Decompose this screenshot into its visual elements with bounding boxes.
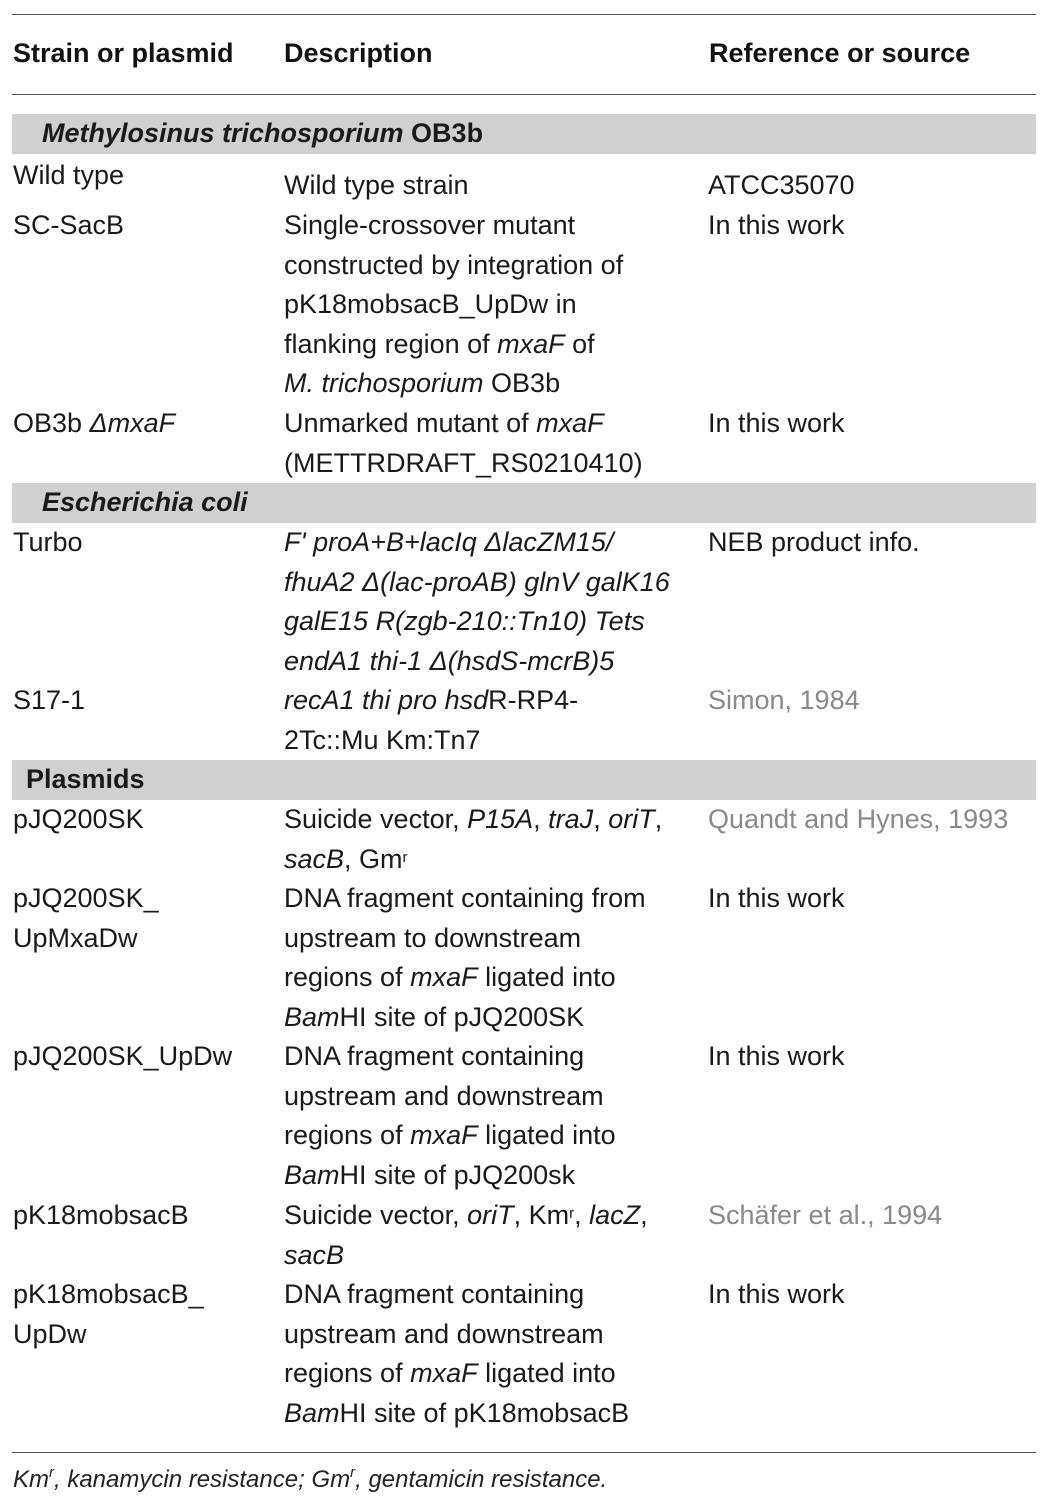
strain-description: Suicide vector, oriT, Km$^r$, lacZ, sacB <box>284 1200 648 1270</box>
strain-name: Turbo <box>13 527 83 557</box>
strain-reference: Schäfer et al., 1994 <box>708 1200 943 1230</box>
strain-name: pJQ200SK_ UpMxaDw <box>13 883 159 953</box>
strain-reference: ATCC35070 <box>708 170 855 200</box>
strain-description: Wild type strain <box>284 170 469 200</box>
strain-name: SC-SacB <box>13 210 125 240</box>
strain-reference: Simon, 1984 <box>708 685 860 715</box>
strain-name: pJQ200SK_UpDw <box>13 1041 233 1071</box>
strain-name: pJQ200SK <box>13 804 144 834</box>
strain-description: Unmarked mutant of mxaF (METTRDRAFT_RS0210410) <box>284 408 643 478</box>
strain-reference: NEB product info. <box>708 527 920 557</box>
strain-description: F' proA+B+lacIq ΔlacZM15/ fhuA2 Δ(lac-proAB) glnV galK16 galE15 R(zgb-210::Tn10) Tets endA1 thi-1 Δ(hsdS-mcrB)5 <box>284 527 670 676</box>
bottom-rule <box>12 1452 1036 1453</box>
strain-reference: In this work <box>708 1279 845 1309</box>
table-footnote: Km$^r$, kanamycin resistance; Gm$^r$, gentamicin resistance. <box>13 1464 608 1493</box>
section-methylosinus <box>12 114 1036 154</box>
strain-name: pK18mobsacB_ UpDw <box>13 1279 204 1349</box>
top-rule <box>12 14 1036 15</box>
strain-reference: In this work <box>708 408 845 438</box>
section-plasmids <box>12 760 1036 800</box>
header-rule <box>12 94 1036 95</box>
strain-name: S17-1 <box>13 685 86 715</box>
strain-name: Wild type <box>13 160 125 190</box>
strain-name: pK18mobsacB <box>13 1200 189 1230</box>
section-label: Methylosinus trichosporium OB3b <box>42 118 484 148</box>
section-label: Plasmids <box>26 764 145 794</box>
header-description: Description <box>284 38 433 68</box>
strain-description: recA1 thi pro hsdR-RP4- 2Tc::Mu Km:Tn7 <box>284 685 579 755</box>
section-escherichia <box>12 483 1036 523</box>
strain-reference: In this work <box>708 883 845 913</box>
strain-description: Suicide vector, P15A, traJ, oriT, sacB, Gm$^r$ <box>284 804 663 874</box>
strain-description: DNA fragment containing upstream and downstream regions of mxaF ligated into BamHI site of pK18mobsacB <box>284 1279 630 1428</box>
strain-description: DNA fragment containing upstream and downstream regions of mxaF ligated into BamHI site of pJQ200sk <box>284 1041 616 1190</box>
strain-reference: In this work <box>708 1041 845 1071</box>
strain-name: OB3b ΔmxaF <box>13 408 176 438</box>
header-reference: Reference or source <box>709 38 971 68</box>
strain-reference: In this work <box>708 210 845 240</box>
strain-description: Single-crossover mutant constructed by integration of pK18mobsacB_UpDw in flanking region of mxaF of M. trichosporium OB3b <box>284 210 624 399</box>
header-strain: Strain or plasmid <box>13 38 234 68</box>
strain-description: DNA fragment containing from upstream to downstream regions of mxaF ligated into BamHI site of pJQ200SK <box>284 883 646 1032</box>
strain-reference: Quandt and Hynes, 1993 <box>708 804 1009 834</box>
section-label: Escherichia coli <box>42 487 248 517</box>
